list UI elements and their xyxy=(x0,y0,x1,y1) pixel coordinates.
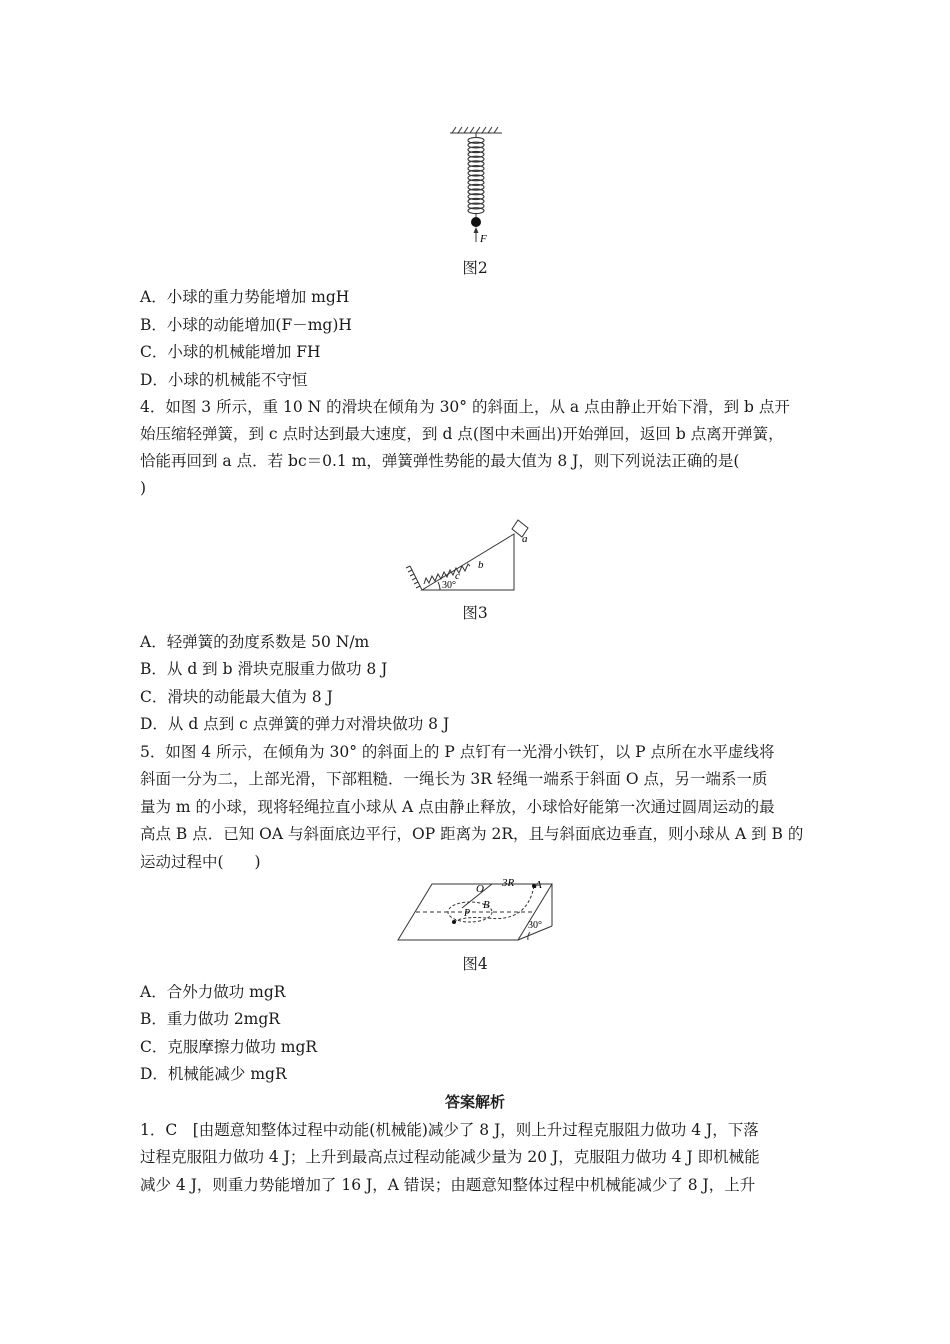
q4-text-line-3: 恰能再回到 a 点．若 bc＝0.1 m，弹簧弹性势能的最大值为 8 J，则下列说法正确的是( xyxy=(140,452,740,470)
q5-text-line-2: 斜面一分为二，上部光滑，下部粗糙．一绳长为 3R 轻绳一端系于斜面 O 点，另一端系一质 xyxy=(140,770,768,788)
answer-line-2: 过程克服阻力做功 4 J；上升到最高点过程动能减少量为 20 J，克服阻力做功 4 J 即机械能 xyxy=(140,1148,760,1166)
figure-4-inclined-plane-diagram xyxy=(392,878,562,948)
figure-2-caption: 图2 xyxy=(462,259,488,277)
figure-4-caption: 图4 xyxy=(462,955,488,973)
q4-option-b: B．从 d 到 b 滑块克服重力做功 8 J xyxy=(140,660,388,678)
q3-option-d: D．小球的机械能不守恒 xyxy=(140,371,308,389)
force-label: F xyxy=(480,233,487,245)
answer-line-3: 减少 4 J，则重力势能增加了 16 J，A 错误；由题意知整体过程中机械能减少了 8 J，上升 xyxy=(140,1176,756,1194)
figure-3-caption: 图3 xyxy=(462,604,488,622)
q5-option-d: D．机械能减少 mgR xyxy=(140,1065,287,1083)
point-a-label: a xyxy=(522,533,528,545)
q5-option-c: C．克服摩擦力做功 mgR xyxy=(140,1038,318,1056)
figure-3-incline-diagram xyxy=(402,506,552,598)
figure-2-spring-diagram xyxy=(440,125,510,250)
point-p-label: P xyxy=(464,908,471,919)
point-b-label: b xyxy=(478,559,484,571)
q4-text-line-1: 4．如图 3 所示，重 10 N 的滑块在倾角为 30° 的斜面上，从 a 点由静止开始下滑，到 b 点开 xyxy=(140,398,790,416)
angle-label: 30° xyxy=(442,580,456,591)
point-o-label: O xyxy=(476,883,484,895)
q5-text-line-5: 运动过程中( ) xyxy=(140,853,261,871)
q4-text-line-4: ) xyxy=(140,479,147,497)
q3-option-c: C．小球的机械能增加 FH xyxy=(140,343,321,361)
q4-option-a: A．轻弹簧的劲度系数是 50 N/m xyxy=(140,633,370,651)
angle-label: 30° xyxy=(528,920,542,931)
point-c-label: c xyxy=(455,570,460,582)
q5-option-b: B．重力做功 2mgR xyxy=(140,1010,280,1028)
q5-text-line-1: 5．如图 4 所示，在倾角为 30° 的斜面上的 P 点钉有一光滑小铁钉，以 P 点所在水平虚线将 xyxy=(140,743,775,761)
q5-text-line-3: 量为 m 的小球，现将轻绳拉直小球从 A 点由静止释放，小球恰好能第一次通过圆周运动的最 xyxy=(140,798,775,816)
q4-option-d: D．从 d 点到 c 点弹簧的弹力对滑块做功 8 J xyxy=(140,715,450,733)
q3-option-b: B．小球的动能增加(F－mg)H xyxy=(140,316,352,334)
length-3r-label: 3R xyxy=(502,878,515,889)
q4-option-c: C．滑块的动能最大值为 8 J xyxy=(140,688,333,706)
point-b-label: B xyxy=(483,899,490,911)
answer-line-1: 1．C [由题意知整体过程中动能(机械能)减少了 8 J，则上升过程克服阻力做功 4 J，下落 xyxy=(140,1121,759,1139)
q5-option-a: A．合外力做功 mgR xyxy=(140,983,286,1001)
q3-option-a: A．小球的重力势能增加 mgH xyxy=(140,288,350,306)
answers-title: 答案解析 xyxy=(444,1093,505,1111)
point-a-label: A xyxy=(535,879,542,891)
q4-text-line-2: 始压缩轻弹簧，到 c 点时达到最大速度，到 d 点(图中未画出)开始弹回，返回 b 点离开弹簧， xyxy=(140,425,784,443)
q5-text-line-4: 高点 B 点．已知 OA 与斜面底边平行，OP 距离为 2R，且与斜面底边垂直，则小球从 A 到 B 的 xyxy=(140,825,804,843)
